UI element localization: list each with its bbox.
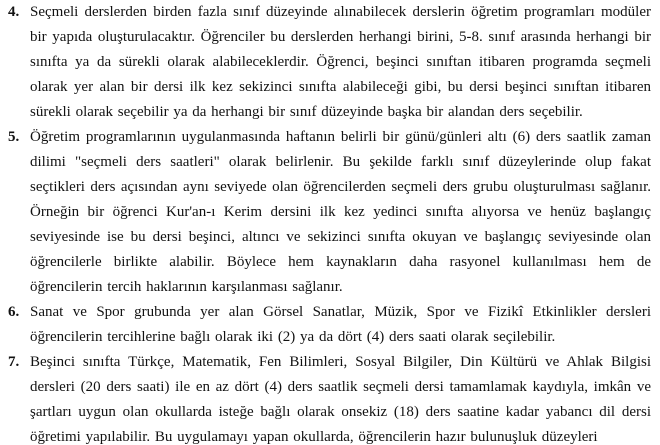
list-item xyxy=(8,300,651,350)
list-item xyxy=(8,125,651,300)
item-text: Beşinci sınıfta Türkçe, Matematik, Fen Bilimleri, Sosyal Bilgiler, Din Kültürü ve Ahlak Bilgisi dersleri (20 ders saati) ile en az dört (4) ders saatlik seçmeli dersi tamamlamak kaydıyla, imkân ve şartları uygun olan okullarda isteğe bağlı olarak onsekiz (18) ders saatine kadar yabancı dil dersi öğretimi yapılabilir. Bu uygulamayı yapan okullarda, öğrencilerin hazır bulunuşluk düzeyleri xyxy=(30,354,651,445)
item-number: 4. xyxy=(8,4,20,20)
item-number: 7. xyxy=(8,354,20,370)
list-item xyxy=(8,350,651,445)
item-number: 5. xyxy=(8,129,20,145)
item-text: Öğretim programlarının uygulanmasında haftanın belirli bir günü/günleri altı (6) ders saatlik zaman dilimi "seçmeli ders saatleri" olarak belirlenir. Bu şekilde farklı sınıf düzeylerinde olup fakat seçtikleri ders açısından aynı seviyede olan öğrencilerden seçmeli ders grubu oluşturulması sağlanır. Örneğin bir öğrenci Kur'an-ı Kerim dersini ilk kez yedinci sınıfta alıyorsa ve henüz başlangıç seviyesinde ise bu dersi beşinci, altıncı ve sekizinci sınıfta okuyan ve başlangıç seviyesinde olan öğrencilerle birlikte alabilir. Böylece hem kaynakların daha rasyonel kullanılması hem de öğrencilerin tercih haklarının karşılanması sağlanır. xyxy=(30,129,651,295)
item-text: Sanat ve Spor grubunda yer alan Görsel Sanatlar, Müzik, Spor ve Fizikî Etkinlikler dersleri öğrencilerin tercihlerine bağlı olarak iki (2) ya da dört (4) ders saati olarak seçilebilir. xyxy=(30,304,651,345)
item-text: Seçmeli derslerden birden fazla sınıf düzeyinde alınabilecek derslerin öğretim programları modüler bir yapıda oluşturulacaktır. Öğrenciler bu derslerden herhangi birini, 5-8. sınıf arasında herhangi bir sınıfta ya da sürekli olarak alabileceklerdir. Öğrenci, beşinci sınıftan itibaren programda seçmeli olarak yer alan bir dersi ilk kez sekizinci sınıfta alabileceği gibi, bu dersi beşinci sınıftan itibaren sürekli olarak seçebilir ya da herhangi bir sınıf düzeyinde başka bir alandan ders seçebilir. xyxy=(30,4,651,120)
list-item xyxy=(8,0,651,125)
item-number: 6. xyxy=(8,304,20,320)
